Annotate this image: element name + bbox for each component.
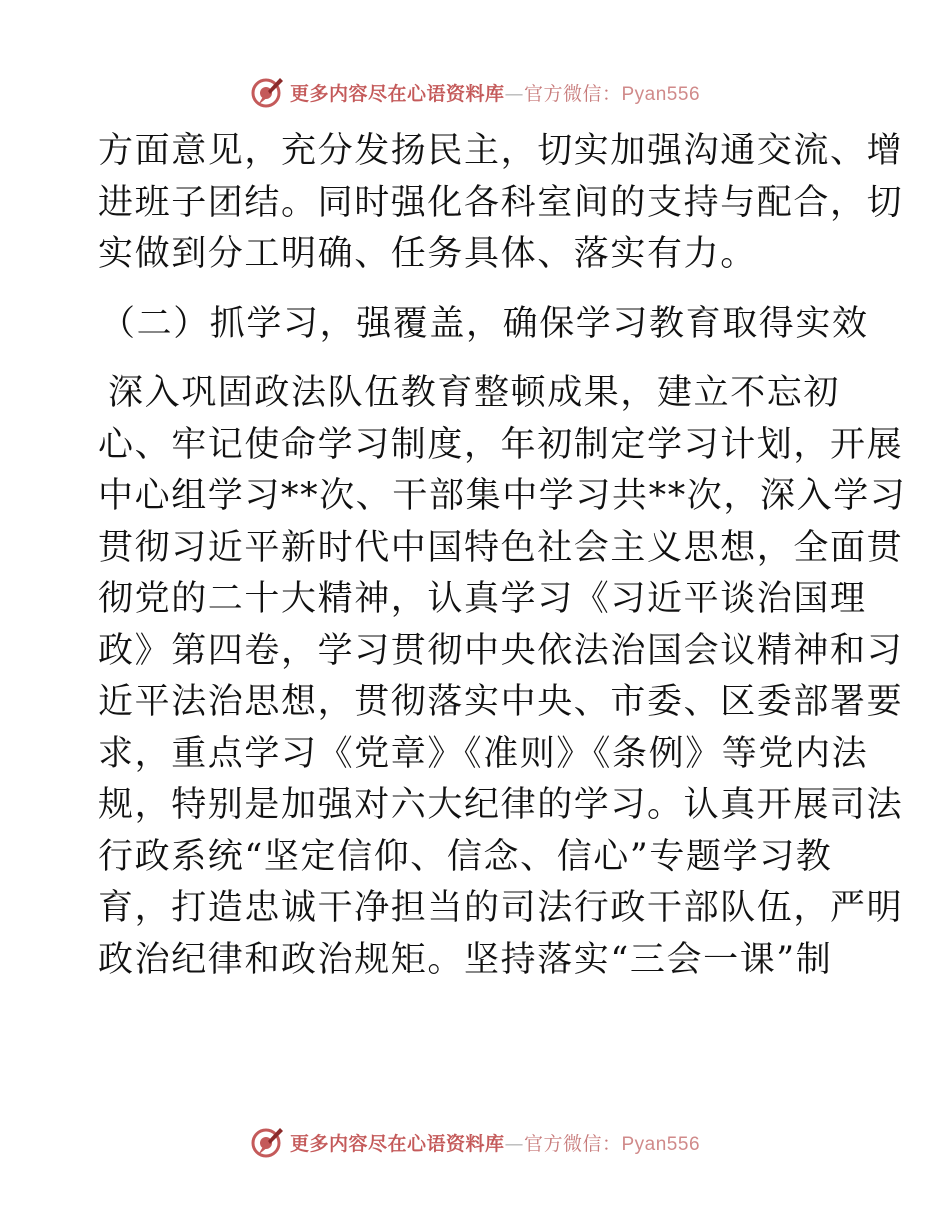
watermark-wechat-label: 官方微信： [523,82,622,105]
text-line: 进班子团结。同时强化各科室间的支持与配合，切 [98,182,904,223]
text-line: 心、牢记使命学习制度，年初制定学习计划，开展 [98,424,904,465]
paragraph-1 [98,126,904,281]
header-watermark [0,72,950,112]
text-line: 方面意见，充分发扬民主，切实加强沟通交流、增 [98,131,904,171]
watermark-separator: — [504,82,524,105]
pen-logo-icon [250,1125,284,1159]
text-line: 政治纪律和政治规矩。坚持落实“三会一课”制 [98,939,833,980]
text-line: 规，特别是加强对六大纪律的学习。认真开展司法 [98,785,904,825]
watermark-separator: — [504,1132,524,1155]
text-line: 近平法治思想，贯彻落实中央、市委、区委部署要 [98,682,904,722]
text-line: 行政系统“坚定信仰、信念、信心”专题学习教 [98,836,833,877]
watermark-wechat-label: 官方微信： [523,1132,622,1155]
text-line: 中心组学习**次、干部集中学习共**次，深入学习 [98,476,907,516]
footer-watermark [0,1122,950,1162]
watermark-main: 更多内容尽在心语资料库 [289,1132,505,1155]
text-line: 贯彻习近平新时代中国特色社会主义思想，全面贯 [98,527,904,568]
text-line: 政》第四卷，学习贯彻中央依法治国会议精神和习 [98,630,904,671]
document-body [98,126,907,986]
section-heading: （二）抓学习，强覆盖，确保学习教育取得实效 [100,303,869,344]
text-line: 育，打造忠诚干净担当的司法行政干部队伍，严明 [98,888,904,928]
text-line: 彻党的二十大精神，认真学习《习近平谈治国理 [98,579,867,619]
watermark-wechat-id: Pyan556 [621,1133,701,1155]
watermark-main: 更多内容尽在心语资料库 [289,82,505,105]
watermark-text [290,79,700,106]
watermark-wechat-id: Pyan556 [621,83,701,105]
paragraph-2 [98,368,907,986]
text-line: 求，重点学习《党章》《准则》《条例》等党内法 [98,733,869,774]
watermark-text [290,1129,700,1156]
text-line: 深入巩固政法队伍教育整顿成果，建立不忘初 [108,373,841,413]
pen-logo-icon [250,75,284,109]
text-line: 实做到分工明确、任务具体、落实有力。 [98,234,757,274]
